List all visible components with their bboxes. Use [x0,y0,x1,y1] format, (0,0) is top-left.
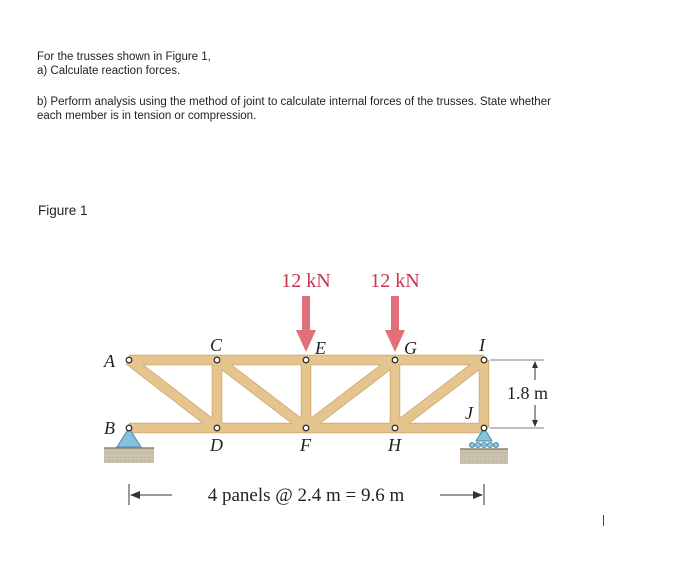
text-cursor [603,515,604,526]
joint-label-G: G [404,338,417,358]
joint-label-J: J [465,403,473,423]
truss-members [129,360,484,428]
roller-support-J [460,428,508,464]
height-label: 1.8 m [507,383,549,403]
joint-label-B: B [104,418,115,438]
joint-label-E: E [315,338,326,358]
question-intro: For the trusses shown in Figure 1, [37,51,211,63]
load-arrow-G [385,296,405,352]
joint-B [126,425,132,431]
joint-H [392,425,398,431]
question-a: a) Calculate reaction forces. [37,65,181,77]
member-GF [306,360,395,428]
question-b-line2: each member is in tension or compression. [37,110,257,122]
figure-label: Figure 1 [38,203,88,218]
joint-label-H: H [388,435,401,455]
load-label-E: 12 kN [281,270,331,292]
joint-D [214,425,220,431]
joint-E [303,357,309,363]
load-label-G: 12 kN [370,270,420,292]
joint-C [214,357,220,363]
joint-label-A: A [104,351,115,371]
joint-F [303,425,309,431]
member-CF [217,360,306,428]
joint-A [126,357,132,363]
member-AD [129,360,217,428]
joint-J [481,425,487,431]
joint-G [392,357,398,363]
joint-label-C: C [210,335,223,355]
load-arrow-E [296,296,316,352]
joint-label-D: D [210,435,223,455]
joint-label-F: F [300,435,311,455]
joint-label-I: I [479,335,485,355]
span-label: 4 panels @ 2.4 m = 9.6 m [207,485,405,506]
question-b-line1: b) Perform analysis using the method of joint to calculate internal forces of the trusses. State whether [37,96,551,108]
joint-I [481,357,487,363]
